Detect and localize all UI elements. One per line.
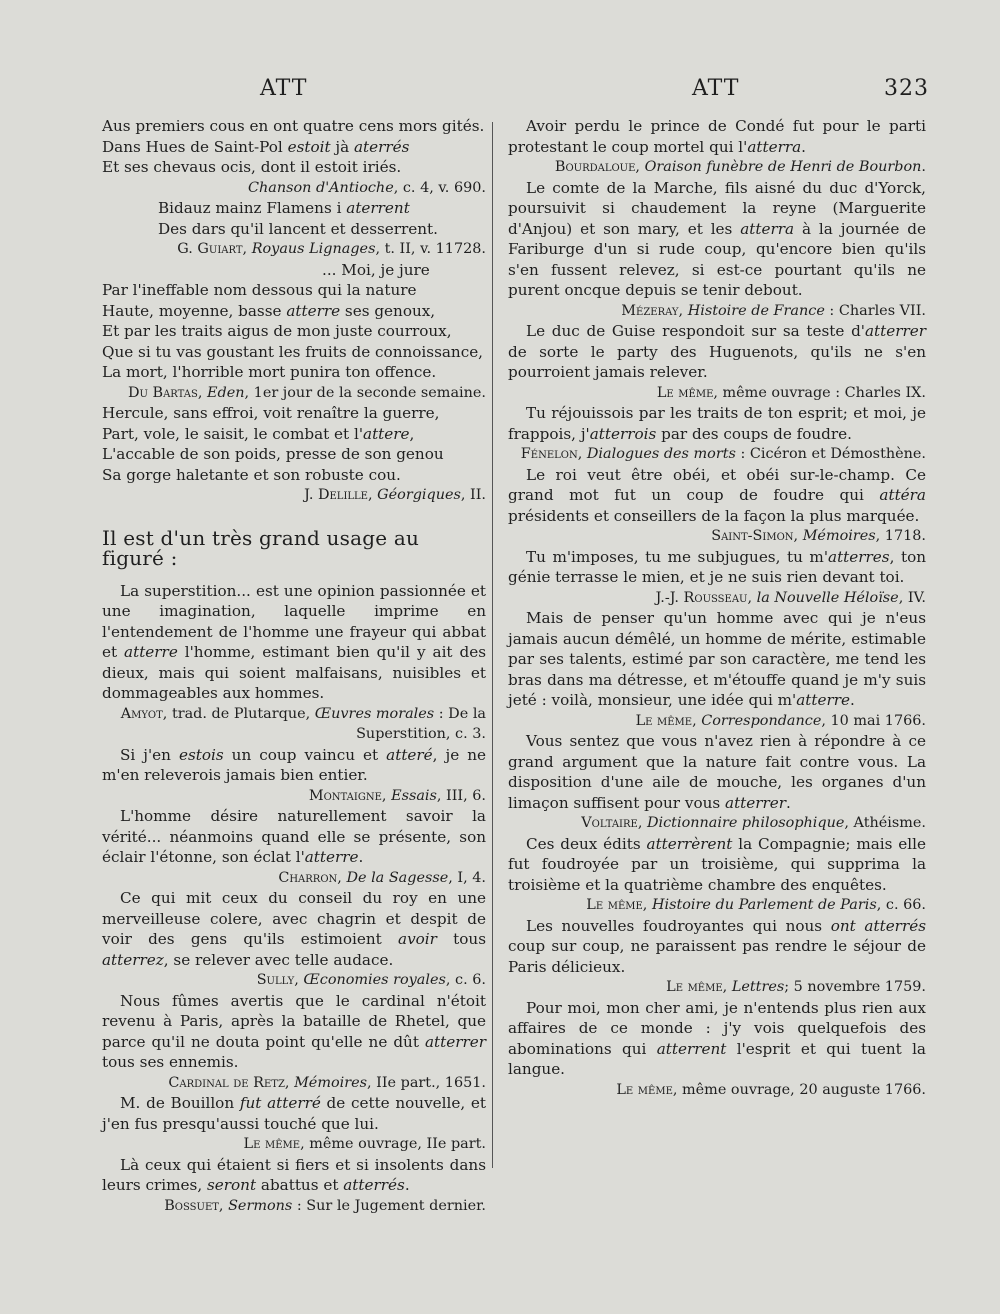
column-divider (492, 122, 493, 1168)
quotation: Le comte de la Marche, fils aisné du duc d'Yorck, poursuivit si chaudement la reyne (Marguerite d'Anjou) et son mary, et les atterra à la journée de Fariburge d'un si rude coup, qu'encore bien qu'ils s'en fussent relevez, si est-ce pourtant qu'ils ne purent oncque depuis se tenir debout. (508, 178, 926, 299)
page-number: 323 (884, 76, 929, 101)
citation: Fénelon, Dialogues des morts : Cicéron et Démosthène. (520, 446, 926, 462)
quotation: Nous fûmes avertis que le cardinal n'étoit revenu à Paris, après la bataille de Rhetel, que parce qu'il ne douta point qu'elle ne dût atterrer tous ses ennemis. (102, 991, 486, 1071)
quotation: La superstition... est une opinion passionnée et une imagination, laquelle imprime en l'entendement de l'homme une frayeur qui abbat et atterre l'homme, estimant bien qu'il y ait des dieux, mais qui soient malfaisans, nuisibles et dommageables aux hommes. (102, 581, 486, 702)
citation: Voltaire, Dictionnaire philosophique, Athéisme. (581, 815, 926, 831)
citation: J. Delille, Géorgiques, II. (304, 487, 486, 503)
citation: Mézeray, Histoire de France : Charles VII. (621, 302, 926, 319)
citation: Le même, même ouvrage : Charles IX. (656, 384, 926, 401)
citation: Cardinal de Retz, Mémoires, IIe part., 1651. (168, 1074, 486, 1091)
left-column (102, 116, 486, 1216)
citation: J.-J. Rousseau, la Nouvelle Héloïse, IV. (655, 589, 926, 606)
quotation: M. de Bouillon fut atterré de cette nouvelle, et j'en fus presqu'aussi touché que lui. (102, 1094, 487, 1133)
quotation: Les nouvelles foudroyantes qui nous ont atterrés coup sur coup, ne paraissent pas rendre le séjour de Paris délicieux. (508, 916, 926, 976)
quotation: Avoir perdu le prince de Condé fut pour le parti protestant le coup mortel qui l'atterra. (508, 117, 926, 156)
citation: Le même, Correspondance, 10 mai 1766. (635, 712, 926, 729)
citation: Montaigne, Essais, III, 6. (308, 787, 486, 804)
citation: Saint-Simon, Mémoires, 1718. (711, 528, 926, 544)
section-heading: Il est d'un très grand usage au figuré : (102, 525, 420, 570)
quotation: Pour moi, mon cher ami, je n'entends plus rien aux affaires de ce monde : j'y vois quelquefois des abominations qui atterrent l'esprit et qui tuent la langue. (508, 998, 926, 1078)
verse-block: ... Moi, je jure Par l'ineffable nom dessous qui la nature Haute, moyenne, basse atterre ses genoux, Et par les traits aigus de mon juste courroux, Que si tu vas goustant les fruits de connoissance, La mort, l'horrible mort punira ton offence. (102, 260, 484, 381)
citation: Bossuet, Sermons : Sur le Jugement dernier. (164, 1197, 486, 1214)
citation: Du Bartas, Eden, 1er jour de la seconde semaine. (127, 384, 486, 401)
verse-block: Hercule, sans effroi, voit renaître la guerre, Part, vole, le saisit, le combat et l'attere, L'accable de son poids, presse de son genou Sa gorge haletante et son robuste cou. (102, 404, 444, 484)
quotation: Vous sentez que vous n'avez rien à répondre à ce grand argument que la nature fait contre vous. La disposition d'une aile de mouche, les organes d'un limaçon suffisent pour vous atterrer. (508, 732, 926, 812)
quotation: Tu m'imposes, tu me subjugues, tu m'atterres, ton génie terrasse le mien, et je ne suis rien devant toi. (508, 547, 926, 586)
quotation: L'homme désire naturellement savoir la vérité... néanmoins quand elle se présente, son éclair l'étonne, son éclat l'atterre. (102, 807, 486, 866)
citation: G. Guiart, Royaus Lignages, t. II, v. 11728. (177, 241, 486, 257)
quotation: Mais de penser qu'un homme avec qui je n'eus jamais aucun démêlé, un homme de mérite, estimable par ses talents, estimé par son caractère, me tend les bras dans ma détresse, et m'étouffe quand je m'y suis jeté : voilà, monsieur, une idée qui m'atterre. (508, 609, 926, 709)
citation: Amyot, trad. de Plutarque, Œuvres morales : De la Superstition, c. 3. (120, 705, 486, 742)
citation: Le même, même ouvrage, 20 auguste 1766. (616, 1081, 926, 1098)
right-column (508, 116, 926, 1100)
citation: Bourdaloue, Oraison funèbre de Henri de Bourbon. (554, 159, 926, 175)
running-head-center: ATT (692, 76, 740, 101)
citation: Sully, Œconomies royales, c. 6. (256, 972, 486, 988)
citation: Charron, De la Sagesse, I, 4. (278, 869, 486, 886)
quotation: Si j'en estois un coup vaincu et atteré, je ne m'en releverois jamais bien entier. (102, 745, 486, 784)
quotation: Le roi veut être obéi, et obéi sur-le-champ. Ce grand mot fut un coup de foudre qui attéra présidents et conseillers de la façon la plus marquée. (508, 465, 926, 525)
running-head-left: ATT (260, 76, 308, 101)
citation: Le même, Lettres; 5 novembre 1759. (666, 979, 926, 995)
quotation: Là ceux qui étaient si fiers et si insolents dans leurs crimes, seront abattus et atterrés. (102, 1155, 486, 1194)
citation: Le même, même ouvrage, IIe part. (243, 1136, 486, 1152)
quotation: Ces deux édits atterrèrent la Compagnie; mais elle fut foudroyée par un troisième, qui supprima la troisième et la quatrième chambre des enquêtes. (508, 834, 926, 894)
verse-block: Bidauz mainz Flamens i aterrent Des dars qu'il lancent et desserrent. (158, 199, 438, 238)
citation: Chanson d'Antioche, c. 4, v. 690. (247, 179, 486, 196)
quotation: Tu réjouissois par les traits de ton esprit; et moi, je frappois, j'atterrois par des coups de foudre. (508, 404, 926, 443)
quotation: Le duc de Guise respondoit sur sa teste d'atterrer de sorte le party des Huguenots, qu'ils ne s'en pourroient jamais relever. (508, 322, 926, 381)
verse-block: Aus premiers cous en ont quatre cens mors gités. Dans Hues de Saint-Pol estoit jà aterrés Et ses chevaus ocis, dont il estoit iriés. (102, 117, 485, 176)
quotation: Ce qui mit ceux du conseil du roy en une merveilleuse colere, avec chagrin et despit de voir des gens qu'ils estimoient avoir tous atterrez, se relever avec telle audace. (102, 889, 486, 969)
citation: Le même, Histoire du Parlement de Paris, c. 66. (586, 897, 926, 913)
